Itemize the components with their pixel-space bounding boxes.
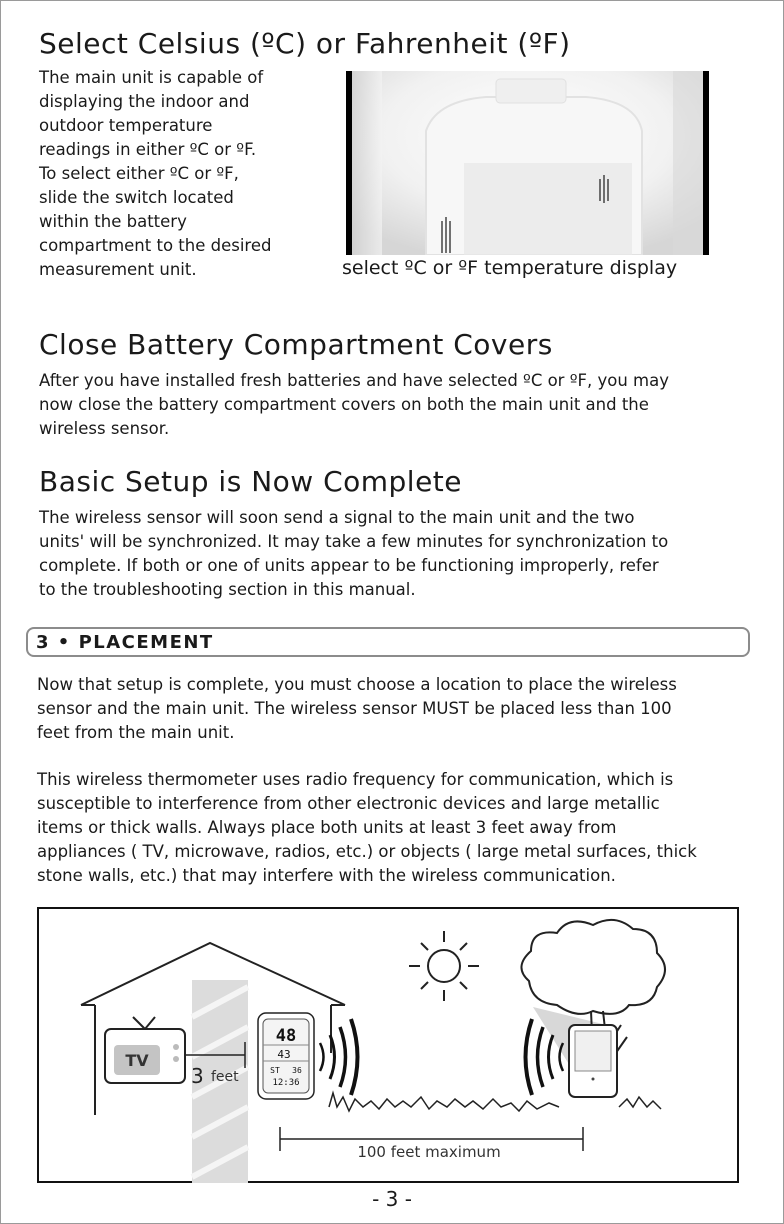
text-line: Now that setup is complete, you must choose a location to place the wireless: [37, 675, 677, 694]
heading-close-battery-covers: Close Battery Compartment Covers: [39, 328, 553, 361]
text-line: feet from the main unit.: [37, 723, 235, 742]
text-line: slide the switch located: [39, 188, 234, 207]
text-line: items or thick walls. Always place both units at least 3 feet away from: [37, 818, 617, 837]
text-line: The wireless sensor will soon send a signal to the main unit and the two: [39, 508, 635, 527]
battery-compartment-photo: [346, 71, 709, 255]
distance-unit: feet: [211, 1069, 239, 1085]
text-line: displaying the indoor and: [39, 92, 250, 111]
text-line: stone walls, etc.) that may interfere with the wireless communication.: [37, 866, 616, 885]
display-temp-second: 43: [277, 1048, 291, 1061]
max-distance-label: 100 feet maximum: [357, 1143, 501, 1161]
display-left: ST: [270, 1066, 280, 1075]
text-line: measurement unit.: [39, 260, 197, 279]
text-line: This wireless thermometer uses radio frequency for communication, which is: [37, 770, 674, 789]
placement-section-title: 3 • PLACEMENT: [36, 632, 214, 653]
text-line: compartment to the desired: [39, 236, 272, 255]
text-line: complete. If both or one of units appear to be functioning improperly, refer: [39, 556, 659, 575]
text-line: within the battery: [39, 212, 187, 231]
heading-select-celsius-fahrenheit: Select Celsius (ºC) or Fahrenheit (ºF): [39, 27, 571, 60]
setup-complete-paragraph: [39, 506, 668, 602]
heading-basic-setup-complete: Basic Setup is Now Complete: [39, 465, 463, 498]
tv-label: TV: [125, 1051, 149, 1070]
placement-section-bar: [26, 627, 750, 657]
text-line: readings in either ºC or ºF.: [39, 140, 257, 159]
page-number: - 3 -: [372, 1187, 412, 1211]
placement-diagram: [37, 907, 739, 1183]
wireless-sensor-icon: [569, 1025, 617, 1097]
placement-paragraph-2: [37, 768, 697, 888]
photo-caption: select ºC or ºF temperature display: [342, 257, 678, 279]
placement-paragraph-1: [37, 673, 677, 745]
text-line: outdoor temperature: [39, 116, 213, 135]
select-unit-paragraph: [39, 66, 271, 282]
text-line: wireless sensor.: [39, 419, 170, 438]
text-line: After you have installed fresh batteries and have selected ºC or ºF, you may: [39, 371, 669, 390]
display-temp-main: 48: [275, 1026, 297, 1046]
text-line: To select either ºC or ºF,: [39, 164, 239, 183]
text-line: appliances ( TV, microwave, radios, etc.) or objects ( large metal surfaces, thick: [37, 842, 697, 861]
close-covers-paragraph: [39, 369, 669, 441]
text-line: susceptible to interference from other electronic devices and large metallic: [37, 794, 660, 813]
text-line: now close the battery compartment covers on both the main unit and the: [39, 395, 649, 414]
display-time: 12:36: [272, 1078, 300, 1088]
distance-number: 3: [191, 1064, 204, 1088]
text-line: sensor and the main unit. The wireless sensor MUST be placed less than 100: [37, 699, 672, 718]
display-right: 36: [292, 1066, 302, 1075]
text-line: units' will be synchronized. It may take a few minutes for synchronization to: [39, 532, 669, 551]
text-line: to the troubleshooting section in this manual.: [39, 580, 416, 599]
text-line: The main unit is capable of: [39, 68, 264, 87]
